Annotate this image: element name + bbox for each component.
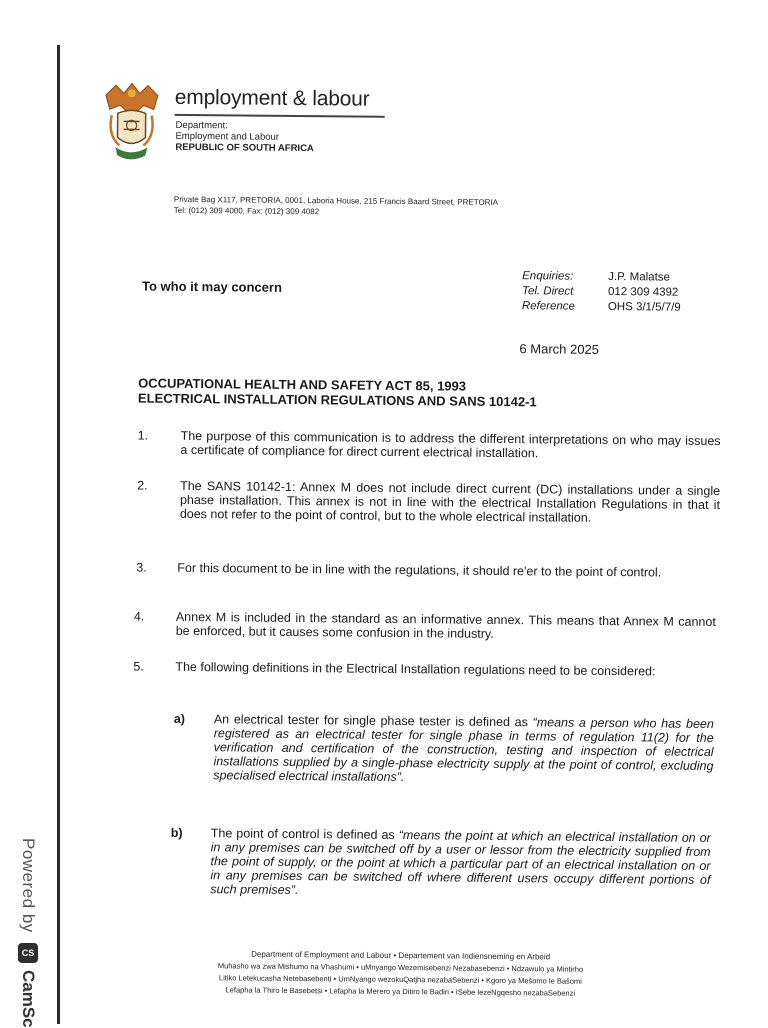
reference-label: Tel. Direct (521, 285, 574, 298)
subject-line: ELECTRICAL INSTALLATION REGULATIONS AND SANS 10142-1 (137, 390, 537, 410)
definition-quote: “means the point at which an electrical installation on or in any premises can be switched off by a user or lessor from the electricity supplied from the point of supply, or the point at which a particular part of an electrical installation on or in any premises can be switched off where different users occupy different portions of such premises”. (210, 828, 711, 898)
reference-row (522, 284, 681, 301)
paragraph: The SANS 10142-1: Annex M does not include direct current (DC) installations under a single phase installation. This annex is not in line with the electrical Installation Regulations in that it does not refer to the point of control, but to the whole electrical installation. (179, 478, 721, 525)
item-number: 1. (137, 428, 149, 443)
footer-line: Muhasho wa zwa Mishumo na Vhashumi • uMnyango Wezemisebenzi Nezabasebenzi • Ndzawulo ya Mintirho (217, 961, 584, 974)
item-number: 5. (133, 659, 144, 674)
paragraph: Annex M is included in the standard as an informative annex. This means that Annex M cannot be enforced, but it causes some confusion in the industry. (175, 609, 716, 641)
item-number: 2. (137, 478, 148, 493)
reference-row (522, 299, 681, 316)
brand-underline (175, 114, 385, 118)
coat-of-arms-icon (99, 79, 164, 164)
reference-value: 012 309 4392 (607, 285, 679, 299)
address-block (174, 194, 498, 219)
item-number: 4. (133, 609, 145, 624)
subject-heading (138, 375, 537, 409)
salutation: To who it may concern (141, 278, 282, 295)
reference-block (522, 269, 681, 316)
footer-line: Lefapha la Thiro le Basebetsi • Lefapha la Merero ya Ditiro le Badiri • ISebe lezeNgqesho nezabaSebenzi (225, 985, 576, 998)
paragraph: The following definitions in the Electrical Installation regulations need to be considered: (175, 659, 656, 679)
footer-line: Department of Employment and Labour • Departement van Indiensneming en Arbeid (251, 949, 551, 962)
definition-paragraph (210, 826, 711, 901)
reference-value: OHS 3/1/5/7/9 (607, 300, 681, 314)
paragraph: For this document to be in line with the regulations, it should re'er to the point of control. (177, 560, 662, 580)
dept-line: Employment and Labour (175, 130, 280, 143)
dept-line: Department: (175, 119, 228, 132)
department-block (175, 120, 314, 154)
postal-address: Private Bag X117, PRETORIA, 0001, Laboria House, 215 Francis Baard Street, PRETORIA (173, 194, 499, 207)
watermark-app-name: CamSc (19, 970, 38, 1028)
reference-label: Enquiries: (522, 270, 574, 283)
watermark-text: Powered by (19, 838, 38, 933)
camscanner-logo-icon: CS (18, 943, 38, 963)
subject-line: OCCUPATIONAL HEALTH AND SAFETY ACT 85, 1993 (138, 375, 467, 394)
department-brand: employment & labour (174, 85, 370, 111)
reference-row (522, 269, 681, 286)
footer-line: Litiko Letekucasha Netebasebenti • UmNyango wezokuQatjha nezabaSebenzi • Kgoro ya Mešomo le Bašomi (218, 973, 582, 986)
definition-quote: “means a person who has been registered as an electrical tester for single phase in terms of regulation 11(2) for the verification and certification of the construction, testing and inspection of electrical installations supplied by a single-phase electricity supply at the point of control, excluding specialised electrical installations”. (213, 715, 714, 785)
definition-lead: The point of control is defined as (210, 826, 399, 843)
definition-lead: An electrical tester for single phase tester is defined as (213, 712, 533, 730)
reference-value: J.P. Malatse (608, 270, 671, 284)
subitem-label: a) (173, 711, 186, 726)
definition-paragraph (213, 712, 714, 787)
subitem-label: b) (170, 825, 183, 840)
item-number: 3. (136, 560, 147, 575)
multilingual-footer (175, 948, 625, 1000)
dept-country: REPUBLIC OF SOUTH AFRICA (175, 141, 314, 155)
contact-numbers: Tel: (012) 309 4000, Fax: (012) 309 4082 (173, 205, 320, 217)
letter-date: 6 March 2025 (519, 341, 600, 357)
reference-label: Reference (521, 300, 575, 313)
paragraph: The purpose of this communication is to address the different interpretations on who may issues a certificate of compliance for direct current electrical installation. (180, 428, 721, 461)
